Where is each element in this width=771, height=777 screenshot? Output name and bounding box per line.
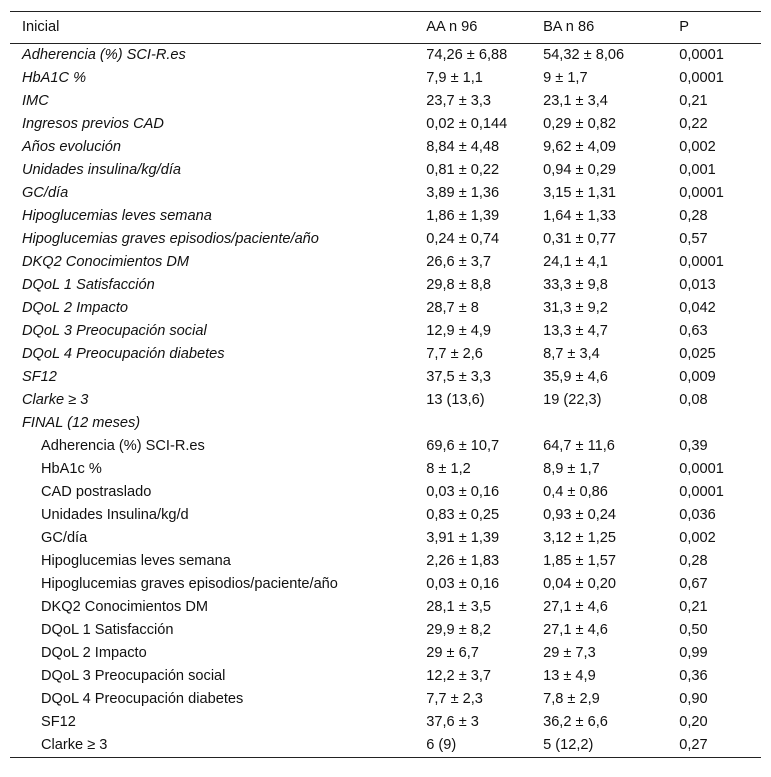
cell-variable: Ingresos previos CAD bbox=[22, 116, 164, 132]
cell-aa: 12,2 ± 3,7 bbox=[426, 668, 492, 684]
header-variable: Inicial bbox=[10, 12, 426, 44]
cell-ba: 0,31 ± 0,77 bbox=[543, 231, 617, 247]
table-header bbox=[10, 12, 761, 44]
cell-ba: 1,85 ± 1,57 bbox=[543, 553, 617, 569]
cell-p: 0,27 bbox=[679, 734, 761, 758]
cell-variable: DQoL 2 Impacto bbox=[22, 300, 128, 316]
empty-cell bbox=[543, 412, 679, 435]
header-group-ba: BA n 86 bbox=[543, 12, 679, 44]
cell-aa: 0,83 ± 0,25 bbox=[426, 507, 500, 523]
cell-variable: DQoL 1 Satisfacción bbox=[22, 277, 155, 293]
cell-ba: 1,64 ± 1,33 bbox=[543, 208, 617, 224]
cell-p: 0,013 bbox=[679, 277, 716, 293]
cell-aa: 1,86 ± 1,39 bbox=[426, 208, 500, 224]
cell-variable: HbA1C % bbox=[22, 70, 87, 86]
cell-ba: 0,29 ± 0,82 bbox=[543, 116, 617, 132]
cell-ba: 0,94 ± 0,29 bbox=[543, 162, 617, 178]
cell-ba: 13 ± 4,9 bbox=[543, 668, 596, 684]
table-row bbox=[10, 642, 761, 665]
cell-aa: 28,1 ± 3,5 bbox=[426, 599, 492, 615]
cell-aa: 74,26 ± 6,88 bbox=[426, 47, 508, 63]
table-row bbox=[10, 182, 761, 205]
cell-aa: 29 ± 6,7 bbox=[426, 645, 479, 661]
table-row bbox=[10, 550, 761, 573]
results-table-container bbox=[10, 11, 761, 758]
cell-variable: Adherencia (%) SCI-R.es bbox=[22, 47, 186, 63]
cell-p: 0,50 bbox=[679, 622, 708, 638]
cell-variable: SF12 bbox=[22, 369, 57, 385]
cell-p: 0,21 bbox=[679, 599, 708, 615]
cell-aa: 7,7 ± 2,6 bbox=[426, 346, 483, 362]
cell-variable: DQoL 3 Preocupación social bbox=[22, 323, 207, 339]
cell-aa: 37,6 ± 3 bbox=[426, 714, 479, 730]
cell-p: 0,0001 bbox=[679, 254, 724, 270]
results-table bbox=[10, 11, 761, 758]
cell-variable: DQoL 3 Preocupación social bbox=[41, 668, 226, 684]
table-row bbox=[10, 228, 761, 251]
cell-variable: Hipoglucemias leves semana bbox=[41, 553, 231, 569]
cell-ba: 7,8 ± 2,9 bbox=[543, 691, 600, 707]
cell-p: 0,99 bbox=[679, 645, 708, 661]
cell-variable: Clarke ≥ 3 bbox=[22, 392, 89, 408]
cell-p: 0,0001 bbox=[679, 461, 724, 477]
cell-variable: Clarke ≥ 3 bbox=[10, 734, 426, 758]
table-row bbox=[10, 458, 761, 481]
table-row bbox=[10, 136, 761, 159]
cell-p: 0,36 bbox=[679, 668, 708, 684]
cell-aa: 23,7 ± 3,3 bbox=[426, 93, 492, 109]
cell-variable: Unidades insulina/kg/día bbox=[22, 162, 182, 178]
cell-aa: 0,02 ± 0,144 bbox=[426, 116, 508, 132]
table-row bbox=[10, 481, 761, 504]
table-row bbox=[10, 90, 761, 113]
table-row bbox=[10, 297, 761, 320]
cell-aa: 28,7 ± 8 bbox=[426, 300, 479, 316]
table-row bbox=[10, 619, 761, 642]
empty-cell bbox=[426, 412, 543, 435]
cell-variable: GC/día bbox=[41, 530, 88, 546]
cell-ba: 64,7 ± 11,6 bbox=[543, 438, 615, 454]
table-row bbox=[10, 527, 761, 550]
cell-variable: Hipoglucemias leves semana bbox=[22, 208, 212, 224]
cell-aa: 8,84 ± 4,48 bbox=[426, 139, 500, 155]
cell-aa: 3,91 ± 1,39 bbox=[426, 530, 500, 546]
cell-ba: 0,93 ± 0,24 bbox=[543, 507, 617, 523]
table-row bbox=[10, 343, 761, 366]
table-row bbox=[10, 113, 761, 136]
table-row bbox=[10, 320, 761, 343]
cell-aa: 29,8 ± 8,8 bbox=[426, 277, 492, 293]
cell-variable: DKQ2 Conocimientos DM bbox=[41, 599, 209, 615]
cell-aa: 69,6 ± 10,7 bbox=[426, 438, 500, 454]
cell-variable: IMC bbox=[22, 93, 49, 109]
cell-ba: 33,3 ± 9,8 bbox=[543, 277, 608, 293]
table-row bbox=[10, 504, 761, 527]
cell-p: 0,57 bbox=[679, 231, 708, 247]
table-row bbox=[10, 251, 761, 274]
cell-p: 0,0001 bbox=[679, 47, 724, 63]
cell-variable: HbA1c % bbox=[41, 461, 102, 477]
cell-p: 0,042 bbox=[679, 300, 716, 316]
table-row bbox=[10, 435, 761, 458]
cell-aa: 29,9 ± 8,2 bbox=[426, 622, 492, 638]
cell-p: 0,21 bbox=[679, 93, 708, 109]
cell-ba: 23,1 ± 3,4 bbox=[543, 93, 608, 109]
cell-aa: 6 (9) bbox=[426, 734, 543, 758]
cell-aa: 12,9 ± 4,9 bbox=[426, 323, 492, 339]
cell-ba: 3,12 ± 1,25 bbox=[543, 530, 617, 546]
cell-variable: CAD postraslado bbox=[41, 484, 152, 500]
cell-aa: 26,6 ± 3,7 bbox=[426, 254, 492, 270]
cell-aa: 7,7 ± 2,3 bbox=[426, 691, 483, 707]
cell-p: 0,28 bbox=[679, 553, 708, 569]
cell-p: 0,001 bbox=[679, 162, 716, 178]
cell-variable: DKQ2 Conocimientos DM bbox=[22, 254, 190, 270]
section-row-final bbox=[10, 412, 761, 435]
table-row bbox=[10, 596, 761, 619]
cell-aa: 7,9 ± 1,1 bbox=[426, 70, 483, 86]
cell-ba: 27,1 ± 4,6 bbox=[543, 622, 608, 638]
cell-ba: 0,4 ± 0,86 bbox=[543, 484, 608, 500]
cell-p: 0,0001 bbox=[679, 484, 724, 500]
cell-ba: 54,32 ± 8,06 bbox=[543, 47, 625, 63]
header-row bbox=[10, 12, 761, 44]
cell-variable: DQoL 4 Preocupación diabetes bbox=[41, 691, 244, 707]
cell-ba: 13,3 ± 4,7 bbox=[543, 323, 608, 339]
table-row bbox=[10, 159, 761, 182]
table-row bbox=[10, 274, 761, 297]
cell-p: 0,025 bbox=[679, 346, 716, 362]
cell-ba: 27,1 ± 4,6 bbox=[543, 599, 608, 615]
cell-ba: 29 ± 7,3 bbox=[543, 645, 596, 661]
table-row bbox=[10, 688, 761, 711]
cell-aa: 2,26 ± 1,83 bbox=[426, 553, 500, 569]
cell-variable: SF12 bbox=[41, 714, 76, 730]
cell-p: 0,002 bbox=[679, 139, 716, 155]
cell-variable: DQoL 2 Impacto bbox=[41, 645, 147, 661]
section-label: FINAL (12 meses) bbox=[22, 415, 141, 431]
header-p-value: P bbox=[679, 12, 761, 44]
cell-ba: 19 (22,3) bbox=[543, 392, 602, 408]
table-row bbox=[10, 711, 761, 734]
cell-variable: Unidades Insulina/kg/d bbox=[41, 507, 189, 523]
cell-variable: Hipoglucemias graves episodios/paciente/año bbox=[22, 231, 319, 247]
cell-ba: 36,2 ± 6,6 bbox=[543, 714, 608, 730]
cell-p: 0,08 bbox=[679, 392, 708, 408]
table-row bbox=[10, 44, 761, 68]
cell-ba: 0,04 ± 0,20 bbox=[543, 576, 617, 592]
cell-ba: 31,3 ± 9,2 bbox=[543, 300, 608, 316]
table-row bbox=[10, 734, 761, 758]
cell-p: 0,90 bbox=[679, 691, 708, 707]
cell-variable: DQoL 1 Satisfacción bbox=[41, 622, 174, 638]
cell-aa: 0,03 ± 0,16 bbox=[426, 484, 500, 500]
cell-p: 0,39 bbox=[679, 438, 708, 454]
cell-ba: 24,1 ± 4,1 bbox=[543, 254, 608, 270]
cell-aa: 3,89 ± 1,36 bbox=[426, 185, 500, 201]
cell-p: 0,22 bbox=[679, 116, 708, 132]
cell-ba: 5 (12,2) bbox=[543, 734, 679, 758]
cell-aa: 0,03 ± 0,16 bbox=[426, 576, 500, 592]
table-row bbox=[10, 389, 761, 412]
cell-p: 0,28 bbox=[679, 208, 708, 224]
cell-variable: Años evolución bbox=[22, 139, 121, 155]
cell-aa: 8 ± 1,2 bbox=[426, 461, 471, 477]
table-body bbox=[10, 44, 761, 758]
cell-p: 0,0001 bbox=[679, 70, 724, 86]
cell-p: 0,002 bbox=[679, 530, 716, 546]
cell-ba: 3,15 ± 1,31 bbox=[543, 185, 617, 201]
cell-variable: DQoL 4 Preocupación diabetes bbox=[22, 346, 225, 362]
cell-ba: 8,7 ± 3,4 bbox=[543, 346, 600, 362]
cell-ba: 9 ± 1,7 bbox=[543, 70, 588, 86]
cell-aa: 0,24 ± 0,74 bbox=[426, 231, 500, 247]
cell-variable: Hipoglucemias graves episodios/paciente/año bbox=[41, 576, 338, 592]
empty-cell bbox=[679, 412, 761, 435]
cell-p: 0,20 bbox=[679, 714, 708, 730]
cell-ba: 9,62 ± 4,09 bbox=[543, 139, 617, 155]
table-row bbox=[10, 665, 761, 688]
cell-p: 0,67 bbox=[679, 576, 708, 592]
cell-variable: Adherencia (%) SCI-R.es bbox=[41, 438, 205, 454]
header-group-aa: AA n 96 bbox=[426, 12, 543, 44]
cell-aa: 0,81 ± 0,22 bbox=[426, 162, 500, 178]
cell-p: 0,009 bbox=[679, 369, 716, 385]
cell-ba: 35,9 ± 4,6 bbox=[543, 369, 608, 385]
table-row bbox=[10, 67, 761, 90]
cell-p: 0,036 bbox=[679, 507, 716, 523]
table-row bbox=[10, 366, 761, 389]
cell-aa: 13 (13,6) bbox=[426, 392, 485, 408]
cell-p: 0,0001 bbox=[679, 185, 724, 201]
table-row bbox=[10, 205, 761, 228]
cell-ba: 8,9 ± 1,7 bbox=[543, 461, 600, 477]
table-row bbox=[10, 573, 761, 596]
cell-p: 0,63 bbox=[679, 323, 708, 339]
cell-aa: 37,5 ± 3,3 bbox=[426, 369, 492, 385]
cell-variable: GC/día bbox=[22, 185, 69, 201]
